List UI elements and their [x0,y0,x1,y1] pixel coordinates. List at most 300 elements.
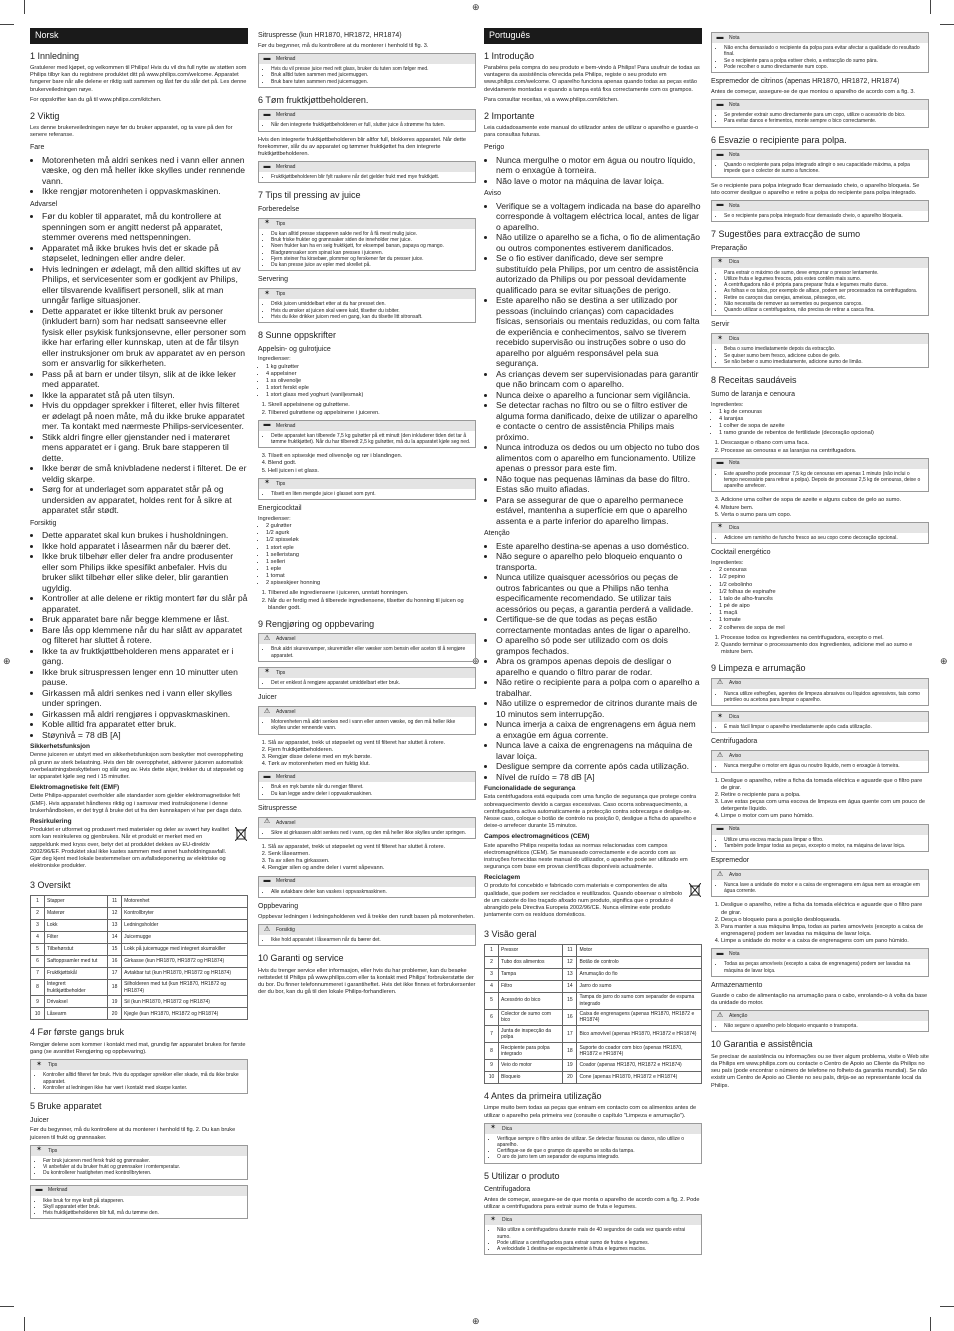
part-number: 14 [563,980,577,992]
steps-list [258,740,476,769]
subheading: Energicocktail [258,504,302,512]
table-row [31,895,248,907]
list-item: • 1/2 folhas de espinafre [719,589,929,596]
registration-mark-right: ⊕ [940,656,948,666]
tips-box [258,478,476,500]
column-norsk-1 [30,28,248,1224]
caution-icon: ⚠ [716,1011,724,1019]
box-body [712,761,928,771]
box-body [259,887,475,897]
list-item: • Nunca utilize quaisquer acessórios ou peças de outros fabricantes ou que a Philips não tenha especificamente recomendado. Se utilizar tais acessórios ou peças, a garantia perderá a validade. [496,572,702,614]
ingredient-list [258,364,476,400]
subheading: Centrifugadora [711,738,758,746]
list-item: • Beba o sumo imediatamente depois da extracção. [724,346,924,352]
registration-mark-mid: ⊕ [472,656,480,666]
list-item: • 1 selleristang [266,552,476,559]
list-item: • Dette apparatet er ikke tiltenkt bruk av personer (inkludert barn) som har nedsatt sanseevne eller fysisk eller psykisk funksjonsevne, eller personer som ikke har erfaring eller kunnskap, uten at de får tilsyn eller instruksjoner om bruk av apparatet av en person som er ansvarlig for sikkerheten. [42,306,248,369]
box-title: Tips [276,220,286,227]
table-row [485,956,702,968]
section-title: 1 Innledning [30,50,80,61]
part-name: Fruktkjøttskål [45,967,108,979]
warning-icon: ⚠ [263,634,271,642]
box-header [259,479,475,489]
part-number: 16 [563,1009,577,1026]
part-name: Stapper [45,895,108,907]
part-name: Tubo dos alimentos [499,956,563,968]
part-number: 2 [485,956,499,968]
list-item: 2. Retire o recipiente para a polpa. [721,792,929,799]
box-title: Dica [502,1217,513,1224]
list-item: • 1 stort eple [266,545,476,552]
box-title: Tips [276,291,286,298]
list-item: • Ikke bruk for mye kraft på stapperen. [43,1198,243,1204]
list-item: 4. Blend godt. [268,460,476,467]
list-item: • Kontroller at alle delene er riktig montert før du slår på apparatet. [42,593,248,614]
list-item: • Nunca introduza os dedos ou um objecto no tubo dos alimentos com o aparelho em funcionamento. Utilize apenas o pressor para este fim. [496,442,702,473]
part-name: Coador (apenas HR1870, HR1872 e HR1874) [577,1059,702,1071]
star-icon: ✶ [717,334,723,342]
part-name: Drivaksel [45,996,108,1008]
list-item: • Stikk aldri fingre eller gjenstander ned i materøret mens apparatet er i gang. Bruk bare stapperen til dette. [42,432,248,463]
list-item: • Alle avtakbare deler kan vaskes i oppvaskmaskinen. [271,889,471,895]
subheading: Appelsin- og gulrotjuice [258,345,331,353]
subheading: Armazenamento [711,981,763,989]
part-number: 10 [485,1071,499,1083]
table-row [485,1059,702,1071]
list-item: • Hvis ledningen er ødelagt, må den alltid skiftes ut av Philips, et servicesenter som er godkjent av Philips, eller tilsvarende kvalifisert personell, slik at man unngår farlige situasjoner. [42,264,248,306]
column-norsk-2 [258,32,476,999]
list-item: • Bruk en myk børste når du rengjør filteret. [271,784,471,790]
box-body [259,678,475,688]
part-name: Cone (apenas HR1870, HR1872 e HR1874) [577,1071,702,1083]
note-box [258,771,476,800]
list-item: • Nunca deixe o aparelho a funcionar sem vigilância. [496,390,702,400]
part-name: Jarro do sumo [577,980,702,992]
box-header [712,751,928,761]
warning-icon: ⚠ [716,870,724,878]
box-title: Merknad [276,55,296,62]
list-item: • As crianças devem ser supervisionadas para garantir que não brincam com o aparelho. [496,369,702,390]
paragraph: Parabéns pela compra do seu produto e bem-vindo à Philips! Para usufruir de todas as vantagens da assistência oferecida pela Philips, registe o seu produto em www.philips.com/welcome. O aparelho funciona apenas quando todas as peças estão devidamente montadas e quando a tampa está fixa correctamente com os grampos. [484,65,700,93]
warning-box [711,750,929,772]
warning-icon: ⚠ [716,679,724,687]
list-item: • Este aparelho pode processar 7,5 kg de cenouras em apenas 1 minuto (não inclui o tempo necessário para retirar a polpa). Depois de processar 2,5 kg de cenouras, deixe o aparelho arrefecer. [724,471,924,490]
note-box [258,161,476,183]
tips-box [484,1123,702,1164]
list-item: • Não retire o recipiente para a polpa com o aparelho a trabalhar. [496,677,702,698]
list-item: • Quando o recipiente para polpa integrado atingir o seu capacidade máxima, a polpa impede que o colector de sumo a funcione. [724,162,924,175]
list-item: 3. Adicione uma colher de sopa de azeite e alguns cubos de gelo ao sumo. [721,497,929,504]
section-title: 2 Viktig [30,110,60,121]
list-item: • 1/2 spisseløk [266,537,476,544]
warning-icon: ⚠ [263,707,271,715]
list-item: • Se detectar rachas no filtro ou se o filtro estiver de alguma forma danificado, deixe de utilizar o aparelho e contacte o centro de assistência Philips mais próximo. [496,400,702,442]
list-item: • 2 cenouras [719,567,929,574]
list-item: • Motorenheten må aldri senkes ned i vann eller annen væske, og den må heller ikke skylles under rennende vann. [271,719,471,732]
paragraph: For oppskrifter kan du gå til www.philips.com/kitchen. [30,96,162,103]
box-body [259,299,475,322]
box-title: Tips [276,480,286,487]
box-header [712,949,928,959]
box-body [712,43,928,72]
list-item: 1. Descasque o ribano com uma faca. [721,440,929,447]
tips-box [30,1059,248,1094]
table-row [485,968,702,980]
list-item: • Abra os grampos apenas depois de desligar o aparelho e quando o filtro parar de rodar. [496,656,702,677]
box-body [259,782,475,799]
box-title: Tips [48,1062,58,1069]
subheading: Servir [711,321,730,329]
box-title: Merknad [276,163,296,170]
steps-list [711,902,929,945]
list-item: • 1/2 cebolinho [719,582,929,589]
subheading: Centrifugadora [484,1186,531,1194]
box-body [485,1225,701,1254]
list-item: • Não lave o motor na máquina de lavar loiça. [496,176,702,186]
part-name: Filtro [499,980,563,992]
list-item: • Ikke bruk sitruspressen lenger enn 10 minutter uten pause. [42,667,248,688]
list-item: • Pass på at barn er under tilsyn, slik at de ikke leker med apparatet. [42,369,248,390]
part-name: Suporte do coador com bico (apenas HR1870, HR1872 e HR1874) [577,1043,702,1060]
box-body [712,344,928,367]
list-item: • Nunca lave a caixa de engrenagens na máquina de lavar loiça. [496,740,702,761]
star-icon: ✶ [264,219,270,227]
list-item: • Nunca lave a unidade do motor e a caixa de engrenagens em água nem as enxagúe em água corrente. [724,882,924,895]
column-portugues-1 [484,28,702,1260]
note-box [258,876,476,898]
list-item: • Pode utilizar a centrifugadora para extrair sumo de frutos e legumes. [497,1240,697,1246]
star-icon: ✶ [490,1216,496,1224]
caution-box [711,1010,929,1032]
list-item: • Apparatet må ikke brukes hvis det er skade på støpselet, ledningen eller andre deler. [42,243,248,264]
tips-box [258,288,476,323]
crop-mark [930,1317,931,1331]
crop-mark [930,0,931,14]
part-number: 13 [563,968,577,980]
list-item: 4. Limpe a unidade do motor e a caixa de engrenagens com um pano húmido. [721,938,929,945]
list-item: • A centrifugadora não é própria para preparar fruta e legumes muito duros. [724,282,924,288]
list-item: • Bruk bare tuten sammen med juicemuggen. [271,79,471,85]
part-number: 18 [108,979,122,996]
steps-list [258,402,476,416]
paragraph: Ingredienser: [258,356,291,363]
list-item: • Nunca mergulhe o motor em água ou noutro líquido, nem o enxagúe à torneira. [724,763,924,769]
list-item: 2. Senk låsearmen. [268,851,476,858]
part-name: Silholderen med tut (kun HR1870, HR1872 og HR1874) [122,979,248,996]
registration-mark-top: ⊕ [472,2,480,12]
subheading: Funcionalidade de segurança [484,785,576,793]
list-item: • 1 talo de alho-francês [719,596,929,603]
table-row [31,967,248,979]
list-item: • 1 kg de cenouras [719,409,929,416]
box-title: Advarsel [276,636,296,643]
part-number: 3 [485,968,499,980]
recycling-row [30,827,248,873]
part-name: Lokk [45,919,108,931]
box-body [31,1156,247,1179]
box-body [712,211,928,221]
box-body [712,533,928,543]
box-title: Nota [729,826,740,833]
part-number: 6 [485,1009,499,1026]
list-item: 4. Limpe o motor com um pano húmido. [721,813,929,820]
list-item: • 1 colher de sopa de azeite [719,423,929,430]
part-number: 8 [485,1043,499,1060]
box-title: Dica [502,1125,513,1132]
list-item: • Ikke bruk tilbehør eller deler fra andre produsenter eller som Philips ikke spesifikt anbefaler. Hvis du bruker slikt tilbehør eller slike deler, blir garantien ugyldig. [42,551,248,593]
registration-mark-bottom: ⊕ [472,1316,480,1326]
note-icon: ▬ [716,150,724,158]
box-title: Dica [729,524,740,531]
paragraph: Hvis den integrerte fruktkjøttbeholderen blir altfor full, blokkeres apparatet. Når dette forekommer, slår du av apparatet og tømmer fruktkjøttet fra den integrerte fruktkjøttbeholderen. [258,136,467,157]
part-name: Arrumação do fio [577,968,702,980]
tips-box [258,667,476,689]
crop-mark [24,0,25,14]
list-item: 4. Tørk av motorenheten med en fuktig klut. [268,761,476,768]
table-row [485,992,702,1009]
tips-box [484,1214,702,1255]
list-item: • Para evitar danos e ferimentos, monte sempre o bico correctamente. [724,118,924,124]
paragraph: Limpe muito bem todas as peças que entram em contacto com os alimentos antes de utilizar o aparelho pela primeira vez (consulte o capítulo "Limpeza e arrumação"). [484,1105,697,1119]
subheading: Espremedor de citrinos (apenas HR1870, HR1872, HR1874) [711,78,900,85]
part-name: Bico amovível (apenas HR1870, HR1872 e HR1874) [577,1026,702,1043]
list-item: • Verifique se a voltagem indicada na base do aparelho corresponde à voltagem eléctrica local, antes de ligar o aparelho. [496,201,702,232]
list-item: • 1 ss olivenolje [266,378,476,385]
list-item: 1. Desligue o aparelho, retire a ficha da tomada eléctrica e aguarde que o filtro pare de girar. [721,778,929,792]
paragraph: Este aparelho Philips respeita todas as normas relacionadas com campos electromagnéticos (CEM). Se manuseado correctamente e de acordo com as instruções fornecidas neste manual do utilizador, o aparelho pode ser utilizado em segurança com base em provas científicas disponíveis actualmente. [484,842,688,870]
part-name: Materør [45,907,108,919]
crop-mark [0,1306,14,1307]
list-item: • 1 eple [266,566,476,573]
box-body [259,828,475,838]
part-number: 7 [31,967,45,979]
tips-box [711,333,929,368]
parts-table-norsk [30,895,248,1021]
part-number: 9 [485,1059,499,1071]
box-title: Advarsel [276,819,296,826]
list-item: • Det er enklest å rengjøre apparatet umiddelbart etter bruk. [271,680,471,686]
star-icon: ✶ [36,1060,42,1068]
list-item: • Tilsett en liten mengde juice i glasset som pynt. [271,491,471,497]
box-title: Dica [729,336,740,343]
list-item: • 4 laranjas [719,416,929,423]
list-item: • A velocidade 1 destina-se especialmente à fruta e legumes macios. [497,1246,697,1252]
part-name: Colector de sumo com bico [499,1009,563,1026]
table-row [31,955,248,967]
list-item: • Não encha demasiado o recipiente da polpa para evitar afectar a qualidade do resultado final. [724,45,924,58]
list-item: 3. Lave estas peças com uma escova de limpeza em água quente com um pouco de detergente líquido. [721,799,929,813]
part-name: Integrert fruktkjøttbeholder [45,979,108,996]
box-body [259,644,475,661]
box-body [259,489,475,499]
steps-list [258,453,476,474]
part-number: 17 [563,1026,577,1043]
list-item: • Før du kobler til apparatet, må du kontrollere at spenningen som er angitt nederst på apparatet, stemmer overens med nettspenningen. [42,211,248,242]
list-item: • 1 maçã [719,610,929,617]
part-number: 16 [108,955,122,967]
table-row [31,1008,248,1020]
steps-list [711,497,929,518]
box-body [712,880,928,897]
list-item: 1. Tilbered alle ingrediensene i juiceren, unntatt honningen. [268,590,476,597]
box-title: Merknad [276,878,296,885]
box-body [259,64,475,87]
table-row [485,1026,702,1043]
list-item: • 1 stort glass med yoghurt (vaniljesmak) [266,392,476,399]
caution-icon: ⚠ [263,925,271,933]
box-header [31,1060,247,1070]
list-item: • Não toque nas pequenas lâminas da base do filtro. Estas são muito afiadas. [496,474,702,495]
note-icon: ▬ [263,877,271,885]
list-item: 2. Processe as cenouras e as laranjas na centrifugadora. [721,448,929,455]
box-header [259,877,475,887]
paragraph: Guarde o cabo de alimentação na arrumação para o cabo, enrolando-o à volta da base da unidade do motor. [711,992,928,1007]
paragraph: Oppbevar ledningen i ledningsholderen ved å trekke den rundt basen på motorenheten. [258,913,475,920]
subheading: Sikkerhetsfunksjon [30,743,90,751]
list-item: • Nível de ruído = 78 dB [A] [496,772,702,782]
star-icon: ✶ [717,712,723,720]
paragraph: Les denne brukerveiledningen nøye før du bruker apparatet, og ta vare på den for senere referanse. [30,125,233,139]
list-item: • 1 tomate [719,617,929,624]
ingredient-list [258,523,476,587]
table-row [31,979,248,996]
paragraph: Gratulerer med kjøpet, og velkommen til Philips! Hvis du vil dra full nytte av støtten som Philips tilbyr kan du registrere produktet ditt på www.philips.com/welcome. Apparatet fungerer bare når alle delene er riktig satt sammen og låst før du slår det på. Les denne brukerveiledningen nøye. [30,65,247,93]
note-box [258,53,476,88]
section-title: 3 Visão geral [484,929,537,940]
table-row [31,931,248,943]
box-title: Nota [729,34,740,41]
box-body [259,120,475,130]
list-item: • Hvis du oppdager sprekker i filteret, eller hvis filteret er ødelagt på noen måte, må du ikke bruke apparatet mer. Ta kontakt med nærmeste Philips-servicesenter. [42,400,248,431]
paragraph: Produktet er utformet og produsert med materialer og deler av svært høy kvalitet som kan resirkuleres og gjenbrukes. Når et produkt er merket med en søppeldunk med kryss over, betyr det at produktet dekkes av EU-direktiv 2002/96/EF. Produktet skal ikke kastes sammen med annet husholdningsavfall. Gjør deg kjent med lokale bestemmelser om avfallsdeponering av elektriske og elektroniske produkter. [30,827,229,869]
list-item: 1. Processe todos os ingredientes na centrifugadora, excepto o mel. [721,635,929,642]
list-item: 5. Verta o sumo para um copo. [721,512,929,519]
box-body [712,722,928,732]
section-title: 10 Garanti og service [258,953,344,964]
part-number: 3 [31,919,45,931]
part-name: Avtakbar tut (kun HR1870, HR1872 og HR1874) [122,967,248,979]
list-item: • Bruk aldri skuresvamper, skuremidler eller væsker som bensin eller aceton til å rengjøre apparatet. [271,646,471,659]
list-item: 2. Når du er ferdig med å tilberede ingrediensene, tilsetter du honning til juicen og blander godt. [268,598,476,612]
paragraph: Se precisar de assistência ou informações ou se tiver algum problema, visite o Web site da Philips em www.philips.com ou contacte o Centro de Apoio ao Cliente da Philips no seu país (pode encontrar o número de telefone no folheto da garantia mundial). Se não existir um Centro de Apoio ao Cliente no seu país, dirija-se ao representante local da Philips. [711,1053,929,1089]
star-icon: ✶ [36,1146,42,1154]
list-item: • Utilize fruta e legumes frescos, pois estes contêm mais sumo. [724,276,924,282]
list-item: • Du kan alltid presse stapperen sakte ned for å få mest mulig juice. [271,231,471,237]
table-row [31,996,248,1008]
steps-list [711,440,929,454]
list-item: 1. Slå av apparatet, trekk ut støpselet og vent til filteret har sluttet å rotere. [268,844,476,851]
note-icon: ▬ [716,459,724,467]
part-name: Motor [577,944,702,956]
table-row [31,919,248,931]
list-item: • Pode recolher o sumo directamente num copo. [724,64,924,70]
note-icon: ▬ [263,110,271,118]
list-item: 4. Rengjør silen og andre deler i varmt såpevann. [268,865,476,872]
box-header [259,162,475,172]
list-item: • Ikke hold apparatet i låsearmen når du bærer det. [42,541,248,551]
list-item: • Todas as peças amovíveis (excepto a caixa de engrenagens) podem ser lavadas na máquina de lavar loiça. [724,961,924,974]
steps-list [711,635,929,656]
subheading: Reciclagem [484,874,521,882]
list-item: • Também pode limpar todas as peças, excepto o motor, na máquina de lavar loiça. [724,843,924,849]
part-name: Pressor [499,944,563,956]
list-item: • Bruk alltid tuten sammen med juicemuggen. [271,72,471,78]
box-header [485,1124,701,1134]
list-item: • Ikke hold apparatet i låsearmen når du bærer det. [271,937,471,943]
list-item: • Este aparelho não se destina a ser utilizado por pessoas (incluindo crianças) com capacidades físicas, sensoriais ou mentais reduzidas, ou com falta de experiência e conhecimentos, salvo se tiverem recebido supervisão ou instruções sobre o uso do aparelho por alguém responsável pela sua segurança. [496,295,702,368]
part-name: Juicemugge [122,931,248,943]
list-item: • Certifique-se de que todas as peças estão correctamente montadas antes de ligar o aparelho. [496,614,702,635]
list-item: • Para se assegurar de que o aparelho permanece estável, mantenha a superfície em que o aparelho assenta e a parte inferior do aparelho limpas. [496,495,702,526]
section-title: 10 Garantia e assistência [711,1039,813,1050]
part-name: Botão de controlo [577,956,702,968]
list-item: 1. Desligue o aparelho, retire a ficha da tomada eléctrica e aguarde que o filtro pare de girar. [721,902,929,916]
list-item: • As folhas e os talos, por exemplo de alface, podem ser processados na centrifugadora. [724,288,924,294]
box-header [712,825,928,835]
tips-box [711,257,929,317]
subheading: Aviso [484,190,501,198]
part-name: Sil (kun HR1870, HR1872 og HR1874) [122,996,248,1008]
subheading: Juicer [258,694,277,702]
subheading: Oppbevaring [258,902,299,910]
warning-box [711,869,929,898]
list-item: • Se o recipiente para polpa integrado ficar demasiado cheio, o aparelho bloqueia. [724,213,924,219]
language-header-portugues: Português [484,28,702,44]
box-title: Atenção [729,1012,748,1019]
note-box [30,1185,248,1220]
table-row [485,1071,702,1083]
box-body [712,268,928,316]
list-item: • Nunca utilize esfregões, agentes de limpeza abrasivos ou líquidos agressivos, tais como petróleo ou acetona para limpar o aparelho. [724,691,924,704]
subheading: Sitruspresse (kun HR1870, HR1872, HR1874) [258,32,402,39]
note-box [711,458,929,493]
part-name: Acessório do bico [499,992,563,1009]
note-icon: ▬ [263,54,271,62]
paragraph: Dette Philips-apparatet overholder alle standarder som gjelder elektromagnetiske felt (EMF). Hvis apparatet håndteres riktig og i samsvar med instruksjonene i denne brukerhåndboken, er det trygt å bruke det ut fra den kunnskapen vi har per dags dato. [30,793,243,814]
list-item: • Ikke la apparatet stå på uten tilsyn. [42,390,248,400]
warning-box [258,706,476,735]
list-forsiktig [30,530,248,740]
list-item: • Kontroller alltid filteret før bruk. Hvis du oppdager sprekker eller skade, må du ikke bruke apparatet. [43,1072,243,1085]
box-header [31,1186,247,1196]
paragraph: Antes de começar, assegure-se de que monta o aparelho de acordo com a fig. 2. Pode utilizar a centrifugadora para extrair sumo de fruta e legumes. [484,1197,700,1211]
list-item: • Fjern steiner fra kirsebær, plommer og ferskener før du presser juice. [271,256,471,262]
list-item: 3. Rengjør disse delene med en myk børste. [268,754,476,761]
box-header [259,54,475,64]
section-title: 6 Esvazie o recipiente para polpa. [711,134,847,145]
box-header [712,334,928,344]
list-item: 1. Slå av apparatet, trekk ut støpselet og vent til filteret har sluttet å rotere. [268,740,476,747]
subheading: Juicer [30,1116,49,1124]
part-number: 19 [563,1059,577,1071]
box-header [259,925,475,935]
list-item: 1. Skrell appelsinene og gulrøttene. [268,402,476,409]
part-number: 20 [563,1071,577,1083]
subheading: Preparação [711,244,748,252]
note-box [711,32,929,73]
registration-mark-left: ⊕ [3,656,11,666]
paragraph: Ingredientes: [711,401,744,408]
note-box [711,99,929,128]
column-portugues-2 [711,32,929,1093]
list-item: • Koble alltid fra apparatet etter bruk. [42,719,248,729]
list-item: • Hvis fruktkjøttbeholderen blir full, må du tømme den. [43,1210,243,1216]
box-title: Advarsel [276,708,296,715]
part-number: 17 [108,967,122,979]
parts-table-portugues [484,944,702,1084]
list-item: • Ikke rengjør motorenheten i oppvaskmaskinen. [42,186,248,196]
list-item: • Não segure o aparelho pelo bloqueio enquanto o transporta. [724,1023,924,1029]
